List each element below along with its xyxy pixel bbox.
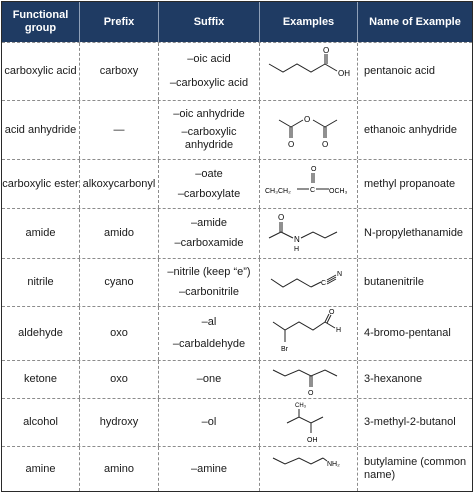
3-hexanone-structure <box>261 362 357 398</box>
suffix-primary: –amine <box>190 462 228 475</box>
group-cell: alcohol <box>2 399 80 446</box>
table-header <box>2 2 472 42</box>
suffix-cell <box>159 209 260 258</box>
pentanoic-acid-structure <box>261 44 357 100</box>
prefix-cell: amido <box>80 209 159 258</box>
functional-groups-table <box>1 1 473 492</box>
example-structure <box>260 307 358 360</box>
svg-text:NH₂: NH₂ <box>326 461 340 468</box>
example-name: 3-hexanone <box>364 373 423 385</box>
group-cell: carboxylic ester <box>2 160 80 208</box>
3-methyl-2-butanol-structure <box>261 400 357 446</box>
suffix-cell <box>159 101 260 159</box>
prefix-cell: hydroxy <box>80 399 159 446</box>
example-name: 4-bromo-pentanal <box>364 327 451 339</box>
example-name: methyl propanoate <box>364 177 456 190</box>
suffix-primary: –nitrile (keep “e”) <box>167 266 251 279</box>
prefix-cell: oxo <box>80 307 159 360</box>
svg-text:OH: OH <box>306 436 317 444</box>
prefix-cell: amino <box>80 447 159 491</box>
header-name-of-example: Name of Example <box>369 15 461 28</box>
example-name: butylamine (common name) <box>364 456 467 481</box>
table-row <box>2 42 472 100</box>
suffix-cell <box>159 43 260 100</box>
suffix-cell <box>159 361 260 398</box>
suffix-cell <box>159 399 260 446</box>
table-row <box>2 258 472 306</box>
suffix-primary: –oate <box>195 167 223 180</box>
svg-text:C: C <box>320 279 326 287</box>
table-row <box>2 159 472 208</box>
example-name: N-propylethanamide <box>364 227 464 239</box>
table-row <box>2 360 472 398</box>
header-prefix: Prefix <box>80 2 159 42</box>
prefix-cell: oxo <box>80 361 159 398</box>
example-structure <box>260 399 358 446</box>
suffix-secondary: –carbonitrile <box>179 285 239 298</box>
svg-text:Br: Br <box>280 345 288 353</box>
suffix-cell <box>159 447 260 491</box>
example-structure <box>260 447 358 491</box>
suffix-cell <box>159 160 260 208</box>
table-row <box>2 100 472 159</box>
suffix-secondary: –carboxamide <box>174 237 244 250</box>
svg-text:N: N <box>293 234 300 244</box>
table-row <box>2 446 472 491</box>
butanenitrile-structure <box>261 261 357 305</box>
suffix-primary: –oic anhydride <box>173 107 245 120</box>
suffix-primary: –one <box>196 373 222 385</box>
svg-text:O: O <box>277 212 284 222</box>
suffix-primary: –amide <box>190 216 228 229</box>
svg-text:H: H <box>335 326 341 334</box>
prefix-cell: alkoxycarbonyl <box>80 160 159 208</box>
table-row <box>2 208 472 258</box>
n-propylethanamide-structure <box>261 210 357 258</box>
svg-text:CH₃CH₂: CH₃CH₂ <box>264 188 291 195</box>
butylamine-structure <box>261 448 357 490</box>
svg-text:H: H <box>293 245 299 253</box>
svg-text:CH₃: CH₃ <box>294 402 306 409</box>
4-bromo-pentanal-structure <box>261 308 357 360</box>
group-cell: acid anhydride <box>2 101 80 159</box>
svg-text:N: N <box>336 270 342 278</box>
prefix-cell: cyano <box>80 259 159 306</box>
svg-text:O: O <box>307 389 313 397</box>
suffix-cell <box>159 259 260 306</box>
methyl-propanoate-structure <box>261 161 357 207</box>
prefix-cell: — <box>80 101 159 159</box>
header-examples: Examples <box>260 2 358 42</box>
example-structure <box>260 209 358 258</box>
group-cell: amine <box>2 447 80 491</box>
example-name: pentanoic acid <box>364 65 435 77</box>
svg-text:O: O <box>322 45 329 55</box>
group-cell: nitrile <box>2 259 80 306</box>
ethanoic-anhydride-structure <box>261 102 357 158</box>
svg-text:OH: OH <box>337 68 350 78</box>
group-cell: carboxylic acid <box>2 43 80 100</box>
example-name: 3-methyl-2-butanol <box>364 416 456 428</box>
header-suffix: Suffix <box>159 2 260 42</box>
svg-text:O: O <box>321 140 328 149</box>
example-structure <box>260 259 358 306</box>
example-structure <box>260 101 358 159</box>
header-functional-group: Functional group <box>2 2 80 42</box>
suffix-primary: –ol <box>201 416 217 428</box>
suffix-primary: –oic acid <box>187 52 231 65</box>
svg-text:O: O <box>328 308 334 316</box>
group-cell: ketone <box>2 361 80 398</box>
suffix-cell <box>159 307 260 360</box>
svg-text:O: O <box>310 166 316 173</box>
group-cell: aldehyde <box>2 307 80 360</box>
example-structure <box>260 43 358 100</box>
svg-text:C: C <box>309 187 315 194</box>
table-row <box>2 398 472 446</box>
svg-text:O: O <box>303 115 310 124</box>
example-name: ethanoic anhydride <box>364 123 457 136</box>
svg-text:OCH₃: OCH₃ <box>328 188 347 195</box>
prefix-cell: carboxy <box>80 43 159 100</box>
suffix-secondary: –carboxylate <box>177 187 241 200</box>
group-cell: amide <box>2 209 80 258</box>
example-structure <box>260 160 358 208</box>
suffix-secondary: –carbaldehyde <box>172 338 246 351</box>
example-structure <box>260 361 358 398</box>
suffix-secondary: –carboxylic acid <box>169 77 249 90</box>
suffix-primary: –al <box>201 315 217 328</box>
example-name: butanenitrile <box>364 276 424 288</box>
svg-text:O: O <box>287 140 294 149</box>
suffix-secondary: –carboxylic anhydride <box>181 126 237 152</box>
table-row <box>2 306 472 360</box>
